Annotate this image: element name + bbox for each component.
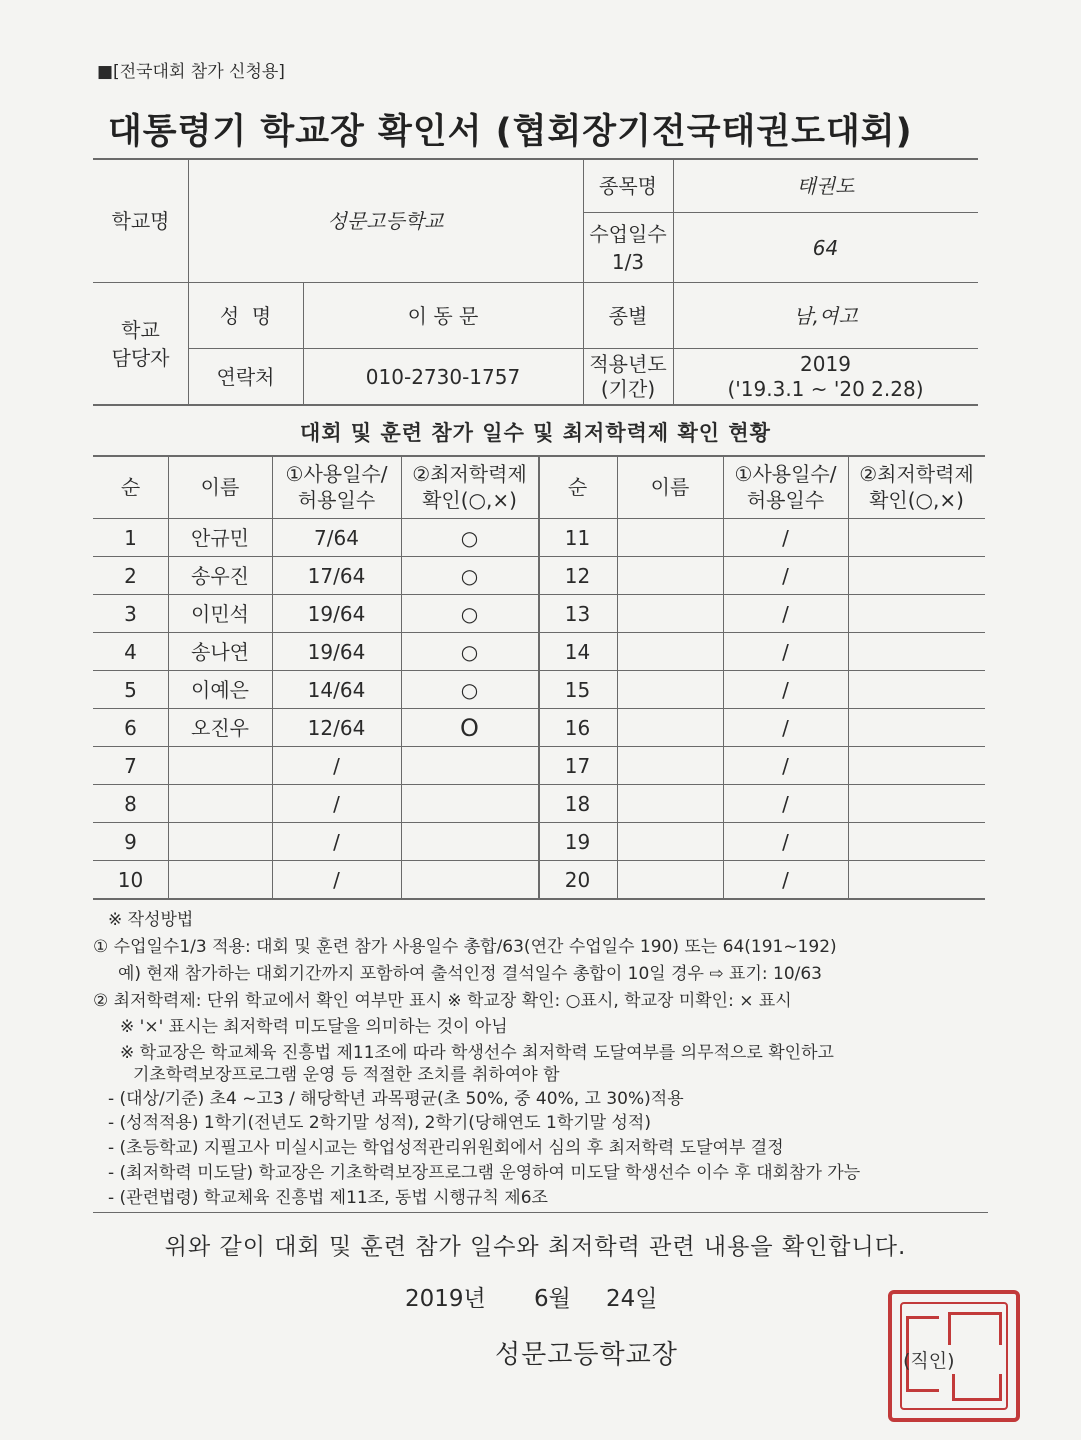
header-check-line1: ②최저학력제 [859, 461, 974, 486]
row-name [168, 747, 272, 785]
row-check: ○ [460, 564, 479, 588]
row-no: 12 [564, 564, 591, 588]
row-days: / [782, 716, 789, 740]
header-days-left [272, 455, 401, 518]
row-check [848, 709, 985, 747]
row-days: 12/64 [307, 716, 366, 740]
year-label [583, 349, 673, 405]
instruction-line: 기초학력보장프로그램 운영 등 적절한 조치를 취하여야 함 [133, 1065, 560, 1085]
school-manager-label-line2: 담당자 [111, 346, 170, 370]
event-label: 종목명 [599, 174, 657, 198]
row-check [848, 861, 985, 899]
row-days: 19/64 [307, 602, 366, 626]
instruction-line: ② 최저학력제: 단위 학교에서 확인 여부만 표시 ※ 학교장 확인: ○표시, 학교장 미확인: × 표시 [93, 991, 792, 1011]
header-no-right: 순 [567, 474, 588, 499]
date-year: 2019년 [405, 1286, 486, 1312]
row-name [168, 785, 272, 823]
seal-label: (직인) [903, 1350, 955, 1372]
row-days: / [782, 678, 789, 702]
bottom-divider [93, 1212, 988, 1213]
row-no: 17 [564, 754, 591, 778]
header-check-left [401, 455, 538, 518]
row-name [168, 823, 272, 861]
name-label: 성 명 [219, 303, 272, 328]
header-name-right: 이름 [650, 474, 690, 499]
row-no: 4 [124, 640, 137, 664]
instruction-line: - (관련법령) 학교체육 진흥법 제11조, 동법 시행규칙 제6조 [108, 1188, 548, 1208]
row-name [617, 823, 723, 861]
row-name [617, 519, 723, 557]
instruction-line: ① 수업일수1/3 적용: 대회 및 훈련 참가 사용일수 총합/63(연간 수업일수 190) 또는 64(191~192) [93, 937, 837, 957]
row-check: ○ [460, 640, 479, 664]
row-name [617, 671, 723, 709]
event-value: 태권도 [796, 174, 855, 198]
confirm-statement: 위와 같이 대회 및 훈련 참가 일수와 최저학력 관련 내용을 확인합니다. [164, 1234, 907, 1260]
row-no: 1 [124, 526, 137, 550]
row-check: ○ [460, 602, 479, 626]
header-check-line2: 확인(○,×) [422, 487, 517, 512]
row-days: 14/64 [307, 678, 366, 702]
row-name: 안규민 [191, 526, 249, 550]
row-days: / [333, 868, 340, 892]
class-days-label-line2: 1/3 [611, 249, 645, 274]
status-title: 대회 및 훈련 참가 일수 및 최저학력제 확인 현황 [300, 421, 771, 445]
header-days-line2: 허용일수 [746, 487, 825, 512]
row-no: 3 [124, 602, 137, 626]
document-title: 대통령기 학교장 확인서 (협회장기전국태권도대회) [108, 112, 913, 152]
row-days: / [782, 564, 789, 588]
row-no: 6 [124, 716, 137, 740]
row-name [617, 557, 723, 595]
date-month: 6월 [534, 1286, 571, 1312]
row-days: / [333, 830, 340, 854]
row-check [401, 861, 538, 899]
instruction-line: 예) 현재 참가하는 대회기간까지 포함하여 출석인정 결석일수 총합이 10일 경우 ⇨ 표기: 10/63 [118, 964, 822, 984]
year-value-line2: ('19.3.1 ~ '20 2.28) [727, 377, 924, 401]
school-manager-label [93, 283, 188, 405]
row-days: / [333, 754, 340, 778]
row-check [848, 595, 985, 633]
year-value [673, 349, 978, 405]
header-name-left: 이름 [200, 474, 240, 499]
row-days: 17/64 [307, 564, 366, 588]
row-check: O [460, 714, 479, 742]
row-check [848, 557, 985, 595]
row-days: / [782, 830, 789, 854]
row-days: / [333, 792, 340, 816]
class-days-label-line1: 수업일수 [589, 221, 667, 246]
row-no: 18 [564, 792, 591, 816]
row-check [848, 785, 985, 823]
name-value: 이 동 문 [407, 303, 479, 328]
row-name: 송나연 [191, 640, 249, 664]
row-no: 16 [564, 716, 591, 740]
instruction-line: ※ 학교장은 학교체육 진흥법 제11조에 따라 학생선수 최저학력 도달여부를 의무적으로 확인하고 [120, 1043, 834, 1063]
row-name: 이민석 [191, 602, 249, 626]
school-manager-label-line1: 학교 [121, 318, 160, 342]
row-days: / [782, 868, 789, 892]
row-name [617, 633, 723, 671]
header-days-line1: ①사용일수/ [734, 461, 837, 486]
row-days: 7/64 [314, 526, 359, 550]
header-check-line2: 확인(○,×) [869, 487, 964, 512]
row-name: 이예은 [191, 678, 249, 702]
form-tag: ■[전국대회 참가 신청용] [97, 62, 285, 82]
row-no: 5 [124, 678, 137, 702]
row-no: 10 [117, 868, 144, 892]
header-check-right [848, 455, 985, 518]
row-check: ○ [460, 678, 479, 702]
category-value: 남,여고 [793, 303, 858, 328]
row-days: / [782, 640, 789, 664]
header-days-right [723, 455, 848, 518]
school-name-value: 성문고등학교 [327, 209, 444, 233]
year-label-line1: 적용년도 [589, 352, 667, 376]
category-label: 종별 [608, 303, 648, 328]
row-no: 14 [564, 640, 591, 664]
date-day: 24일 [606, 1286, 658, 1312]
row-check [401, 785, 538, 823]
class-days-value: 64 [812, 235, 839, 260]
row-no: 19 [564, 830, 591, 854]
row-check [848, 747, 985, 785]
instruction-line: ※ 작성방법 [108, 910, 194, 930]
row-check [401, 823, 538, 861]
row-check [848, 823, 985, 861]
row-check: ○ [460, 526, 479, 550]
year-value-line1: 2019 [800, 352, 851, 376]
header-check-line1: ②최저학력제 [412, 461, 527, 486]
contact-value: 010-2730-1757 [365, 365, 521, 389]
instruction-line: ※ '×' 표시는 최저학력 미도달을 의미하는 것이 아님 [120, 1017, 508, 1037]
row-name: 송우진 [191, 564, 249, 588]
row-days: 19/64 [307, 640, 366, 664]
row-no: 8 [124, 792, 137, 816]
row-no: 20 [564, 868, 591, 892]
row-days: / [782, 792, 789, 816]
row-check [848, 519, 985, 557]
row-name [617, 747, 723, 785]
row-name [617, 861, 723, 899]
row-name: 오진우 [191, 716, 249, 740]
row-name [168, 861, 272, 899]
row-name [617, 785, 723, 823]
row-no: 11 [564, 526, 591, 550]
row-check [848, 633, 985, 671]
row-name [617, 595, 723, 633]
instruction-line: - (초등학교) 지필고사 미실시교는 학업성적관리위원회에서 심의 후 최저학력 도달여부 결정 [108, 1138, 784, 1158]
row-no: 7 [124, 754, 137, 778]
row-check [848, 671, 985, 709]
contact-label: 연락처 [216, 365, 275, 389]
row-no: 9 [124, 830, 137, 854]
row-days: / [782, 602, 789, 626]
instruction-line: - (대상/기준) 초4 ~고3 / 해당학년 과목평균(초 50%, 중 40%, 고 30%)적용 [108, 1089, 684, 1109]
instruction-line: - (최저학력 미도달) 학교장은 기초학력보장프로그램 운영하여 미도달 학생선수 이수 후 대회참가 가능 [108, 1163, 861, 1183]
header-no-left: 순 [120, 474, 141, 499]
row-name [617, 709, 723, 747]
header-days-line1: ①사용일수/ [285, 461, 388, 486]
row-no: 15 [564, 678, 591, 702]
row-no: 13 [564, 602, 591, 626]
row-days: / [782, 754, 789, 778]
year-label-line2: (기간) [600, 377, 656, 401]
principal-signature: 성문고등학교장 [495, 1340, 678, 1370]
school-name-label: 학교명 [111, 209, 170, 233]
class-days-label [583, 213, 673, 282]
header-days-line2: 허용일수 [297, 487, 376, 512]
row-check [401, 747, 538, 785]
row-no: 2 [124, 564, 137, 588]
instruction-line: - (성적적용) 1학기(전년도 2학기말 성적), 2학기(당해연도 1학기말 성적) [108, 1113, 651, 1133]
row-days: / [782, 526, 789, 550]
